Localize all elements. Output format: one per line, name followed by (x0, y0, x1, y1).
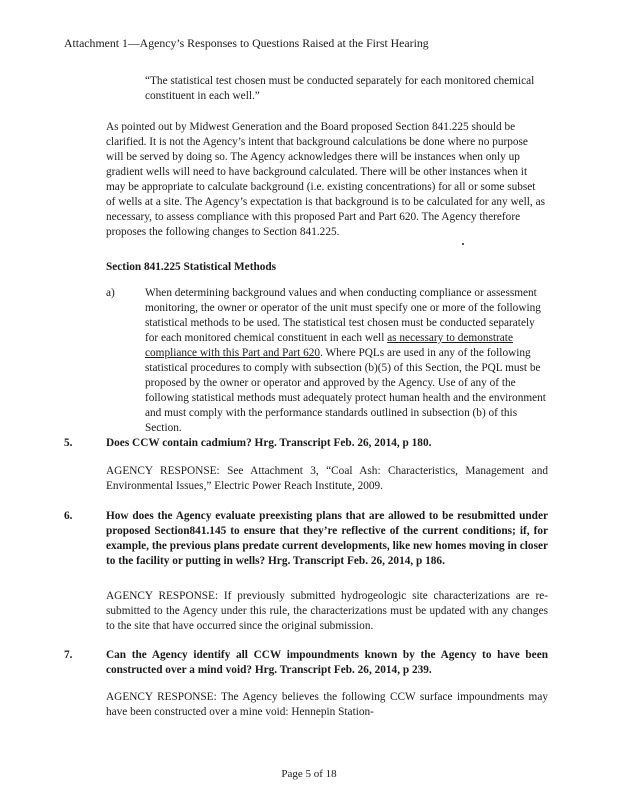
question-number: 5. (64, 437, 73, 449)
quoted-rule-text: “The statistical test chosen must be conducted separately for each monitored chemical constituent in each well.” (145, 75, 535, 102)
subsection-text-before: When determining background values and when conducting compliance or assessment monitoring, the owner or operator of the unit must specify one or more of the following statistical methods to be used. The statistical test chosen must be conducted separately for each monitored chemical constituent in each well (145, 287, 541, 344)
subsection-text-after: . Where PQLs are used in any of the following statistical procedures to comply with subsection (b)(5) of this Section, the PQL must be proposed by the owner or operator and approved by the Agency. Use of any of the following statistical methods must adequately protect human health and the environment and must comply with the performance standards outlined in subsection (b) of this Section. (145, 347, 546, 434)
page-header: Attachment 1—Agency’s Responses to Questions Raised at the First Hearing (64, 36, 429, 50)
question-text: How does the Agency evaluate preexisting plans that are allowed to be resubmitted under proposed Section841.145 to ensure that they’re reflective of the current conditions; if, for example, the previous plans predate current developments, like new homes moving in closer to the facility or putting in wells? Hrg. Transcript Feb. 26, 2014, p 186. (106, 510, 548, 567)
subsection-underlined-insertion: as necessary to demonstrate compliance with this Part and Part 620 (145, 332, 513, 359)
question-text: Does CCW contain cadmium? Hrg. Transcript Feb. 26, 2014, p 180. (106, 437, 432, 449)
page-footer: Page 5 of 18 (281, 768, 337, 780)
agency-response: AGENCY RESPONSE: If previously submitted hydrogeologic site characterizations are re-submitted to the Agency under this rule, the characterizations must be updated with any changes to the site that have occurred since the original submission. (106, 590, 548, 632)
question-number: 7. (64, 649, 73, 661)
question-number: 6. (64, 510, 73, 522)
section-title: Section 841.225 Statistical Methods (106, 261, 277, 273)
agency-response: AGENCY RESPONSE: See Attachment 3, “Coal Ash: Characteristics, Management and Environmental Issues,” Electric Power Reach Institute, 2009. (106, 465, 548, 492)
agency-response: AGENCY RESPONSE: The Agency believes the following CCW surface impoundments may have been constructed over a mine void: Hennepin Station- (106, 691, 548, 718)
intro-paragraph: As pointed out by Midwest Generation and the Board proposed Section 841.225 should be clarified. It is not the Agency’s intent that background calculations be done where no purpose will be served by doing so. The Agency acknowledges there will be instances when only up gradient wells will need to have background calculated. There will be other instances when it may be appropriate to calculate background (i.e. existing concentrations) for all or some subset of wells at a site. The Agency’s expectation is that background is to be calculated for any well, as necessary, to assess compliance with this proposed Part and Part 620. The Agency therefore proposes the following changes to Section 841.225. (106, 121, 545, 238)
question-text: Can the Agency identify all CCW impoundments known by the Agency to have been constructed over a mind void? Hrg. Transcript Feb. 26, 2014, p 239. (106, 649, 548, 676)
stray-mark (462, 243, 464, 245)
subsection-body (145, 286, 547, 436)
subsection-label: a) (106, 287, 115, 299)
